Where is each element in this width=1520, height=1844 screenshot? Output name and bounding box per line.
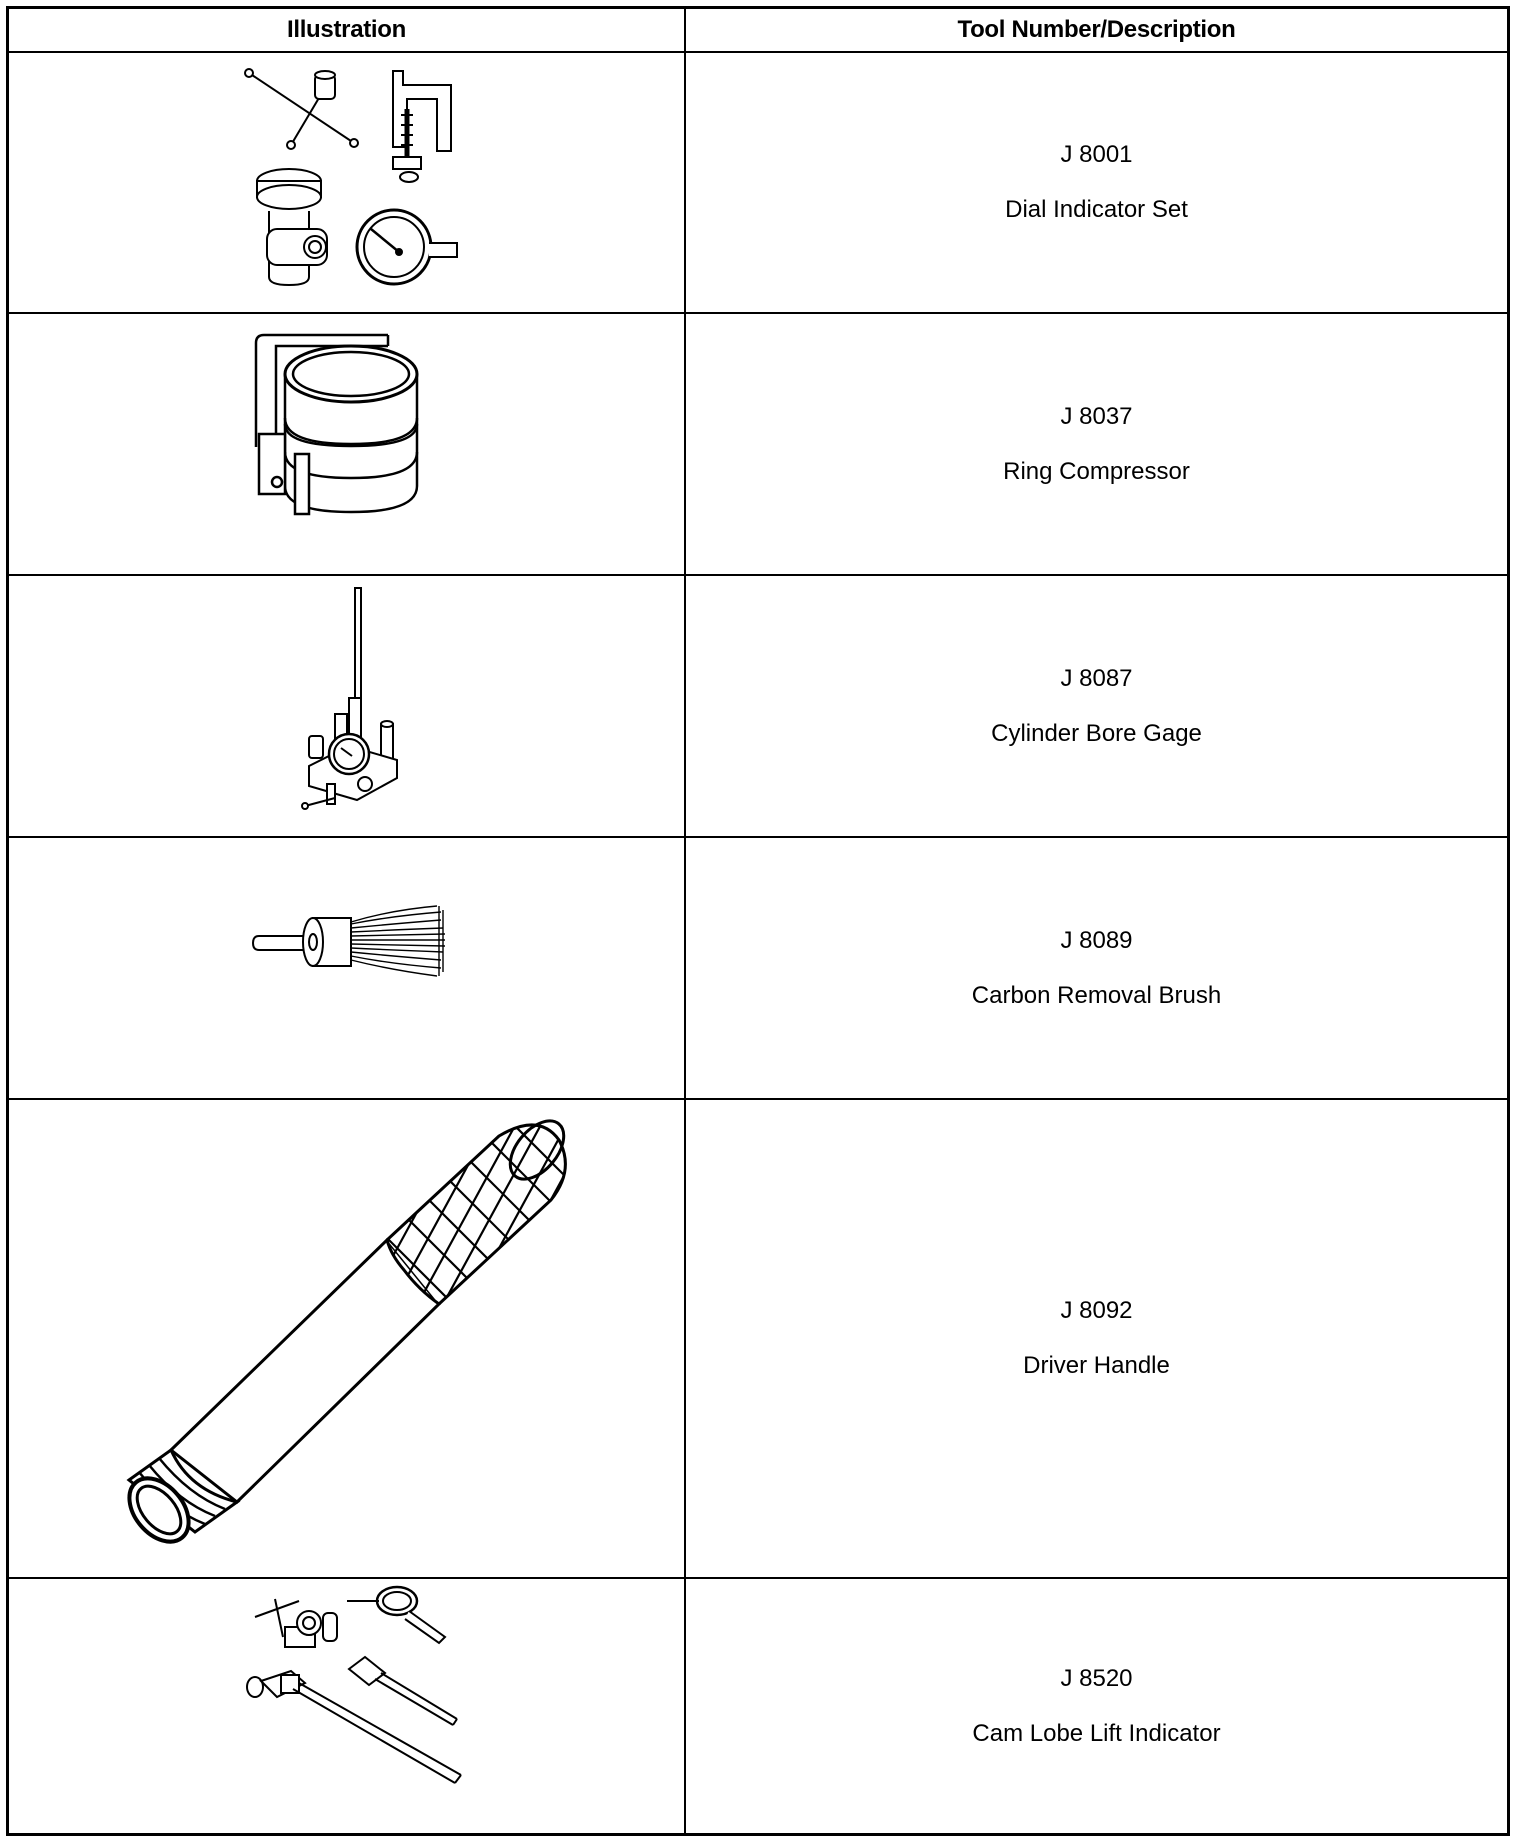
- tool-number: J 8089: [1060, 926, 1133, 954]
- carbon-removal-brush-illustration: [9, 838, 684, 1098]
- tool-name: Dial Indicator Set: [1005, 196, 1188, 223]
- tool-name: Cylinder Bore Gage: [991, 719, 1202, 747]
- tool-table: [6, 6, 1510, 1836]
- tool-name: Cam Lobe Lift Indicator: [972, 1719, 1221, 1747]
- tool-name: Ring Compressor: [1003, 457, 1190, 485]
- ring-compressor-illustration: [9, 314, 684, 574]
- tool-name: Driver Handle: [1023, 1352, 1170, 1379]
- table-row: [9, 314, 1507, 574]
- tool-number: J 8037: [1060, 402, 1133, 430]
- header-tool-number-description: Tool Number/Description: [957, 16, 1236, 43]
- tool-description-cell: [686, 838, 1507, 1098]
- table-row: [9, 576, 1507, 836]
- tool-name: Carbon Removal Brush: [971, 981, 1222, 1009]
- table-row: [9, 1100, 1507, 1577]
- table-row: [9, 1579, 1507, 1833]
- driver-handle-illustration: [9, 1100, 684, 1577]
- tool-number: J 8087: [1060, 664, 1133, 692]
- header-illustration: Illustration: [286, 16, 407, 43]
- tool-number: J 8520: [1060, 1664, 1133, 1692]
- tool-number: J 8001: [1060, 141, 1133, 168]
- tool-description-cell: [686, 1100, 1507, 1577]
- table-row: [9, 53, 1507, 312]
- cylinder-bore-gage-illustration: [9, 576, 684, 836]
- tool-description-cell: [686, 314, 1507, 574]
- tool-number: J 8092: [1060, 1297, 1133, 1324]
- dial-indicator-set-illustration: [9, 53, 684, 312]
- tool-description-cell: [686, 53, 1507, 312]
- cam-lobe-lift-indicator-illustration: [9, 1579, 684, 1833]
- tool-description-cell: [686, 1579, 1507, 1833]
- table-row: [9, 838, 1507, 1098]
- tool-description-cell: [686, 576, 1507, 836]
